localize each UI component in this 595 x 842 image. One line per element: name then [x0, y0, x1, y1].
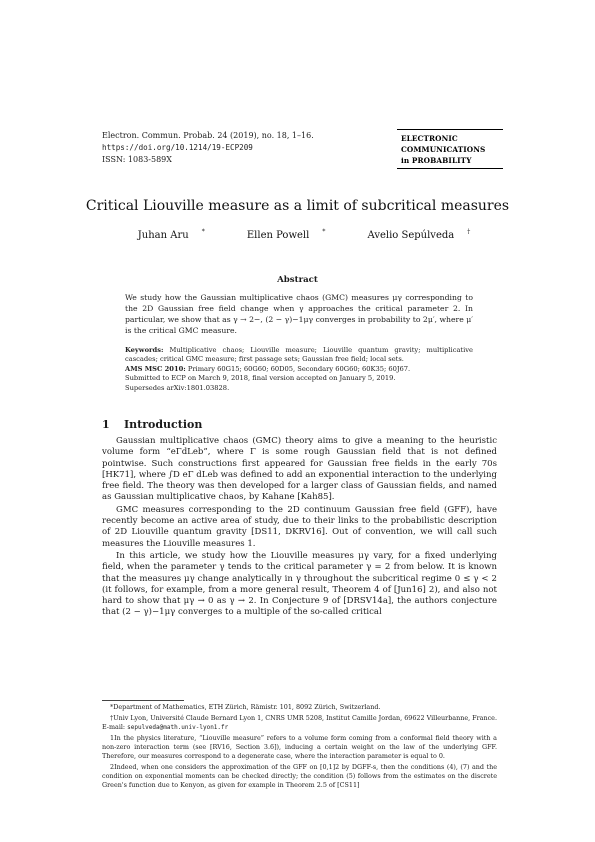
- footnote: 1In the physics literature, “Liouville measure” refers to a volume form coming from a conformal field theory with a non-zero interaction term (see [RV16, Section 3.6]), inducing a certain weight on the law of the underlying GFF. Therefore, our measures correspond to a degenerate case, where the interaction parameter is equal to 0.: [102, 734, 497, 760]
- issn: ISSN: 1083-589X: [102, 155, 172, 164]
- author: Juhan Aru *: [137, 229, 205, 242]
- journal-header: [102, 130, 314, 166]
- affiliation-footnote: †Univ Lyon, Université Claude Bernard Lyon 1, CNRS UMR 5208, Institut Camille Jordan, 69622 Villeurbanne, France. E-mail: sepulveda@math.univ-lyon1.fr: [102, 714, 497, 731]
- paper-metadata: [125, 346, 473, 393]
- abstract-heading: Abstract: [277, 275, 318, 285]
- journal-logo-box: [397, 129, 503, 169]
- paragraph: In this article, we study how the Liouville measures μγ vary, for a fixed underlying field, when the parameter γ tends to the critical parameter γ = 2 from below. It is known that the measures μγ change analytically in γ throughout the subcritical regime 0 ≤ γ < 2 (it follows, for example, from a more general result, Theorem 4 of [Jun16] 2), and also not hard to show that μγ → 0 as γ → 2. In Conjecture 9 of [DRSV14a], the authors conjecture that (2 − γ)−1μγ converges to a multiple of the so-called critical: [102, 550, 497, 618]
- email-link[interactable]: sepulveda@math.univ-lyon1.fr: [127, 724, 229, 731]
- logo-probability: PROBABILITY: [411, 156, 472, 165]
- section-number: 1: [102, 418, 110, 431]
- logo-line-2: COMMUNICATIONS: [401, 145, 486, 154]
- logo-line-1: ELECTRONIC: [401, 134, 458, 143]
- doi-link[interactable]: https://doi.org/10.1214/19-ECP209: [102, 143, 253, 152]
- author-list: [0, 229, 595, 241]
- logo-line-3: [401, 155, 501, 166]
- author: Avelio Sepúlveda †: [367, 229, 471, 242]
- paragraph: Gaussian multiplicative chaos (GMC) theory aims to give a meaning to the heuristic volume form “eΓdLeb”, where Γ is some rough Gaussian field that is not defined pointwise. Such constructions first appeared for Gaussian free fields in the early 70s [HK71], where ∫D eΓ dLeb was defined to add an exponential interaction to the underlying free field. The theory was then developed for a larger class of Gaussian fields, and named as Gaussian multiplicative chaos, by Kahane [Kah85].: [102, 436, 497, 503]
- affiliation-footnote: *Department of Mathematics, ETH Zürich, Rämistr. 101, 8092 Zürich, Switzerland.: [110, 703, 381, 711]
- footnote: 2Indeed, when one considers the approximation of the GFF on [0,1]2 by DGFF-s, then the conditions (4), (7) and the condition on exponential moments can be checked directly; the condition (5) follows from the estimates on the discrete Green's function due to Kenyon, as given for example in Theorem 2.5 of [CS11]: [102, 763, 497, 789]
- arxiv-link[interactable]: arXiv:1801.03828.: [166, 383, 230, 392]
- submission-info: Submitted to ECP on March 9, 2018, final version accepted on January 5, 2019.: [125, 374, 396, 383]
- body-text: [102, 436, 497, 620]
- section-title: Introduction: [124, 418, 203, 431]
- msc-codes: AMS MSC 2010: Primary 60G15; 60G60; 60D05, Secondary 60G60; 60K35; 60J67.: [125, 364, 411, 373]
- paper-title: Critical Liouville measure as a limit of subcritical measures: [85, 198, 510, 214]
- paragraph: GMC measures corresponding to the 2D continuum Gaussian free field (GFF), have recently become an active area of study, due to their links to the probabilistic description of 2D Liouville quantum gravity [DS11, DKRV16]. Out of convention, we will call such measures the Liouville measures 1.: [102, 504, 497, 549]
- abstract-text: We study how the Gaussian multiplicative chaos (GMC) measures μγ corresponding to the 2D Gaussian free field change when γ approaches the critical parameter 2. In particular, we show that as γ → 2−, (2 − γ)−1μγ converges in probability to 2μ′, where μ′ is the critical GMC measure.: [125, 293, 473, 335]
- logo-in: in: [401, 156, 410, 165]
- author: Ellen Powell *: [246, 229, 326, 242]
- keywords: Keywords: Multiplicative chaos; Liouville measure; Liouville quantum gravity; multiplicative cascades; critical GMC measure; first passage sets; Gaussian free field; local sets.: [125, 346, 473, 364]
- journal-citation: Electron. Commun. Probab. 24 (2019), no. 18, 1–16.: [102, 131, 314, 140]
- footnotes: [102, 703, 497, 792]
- footnote-rule: [102, 700, 184, 701]
- section-heading: [102, 418, 202, 431]
- supersedes: Supersedes arXiv:1801.03828.: [125, 383, 230, 392]
